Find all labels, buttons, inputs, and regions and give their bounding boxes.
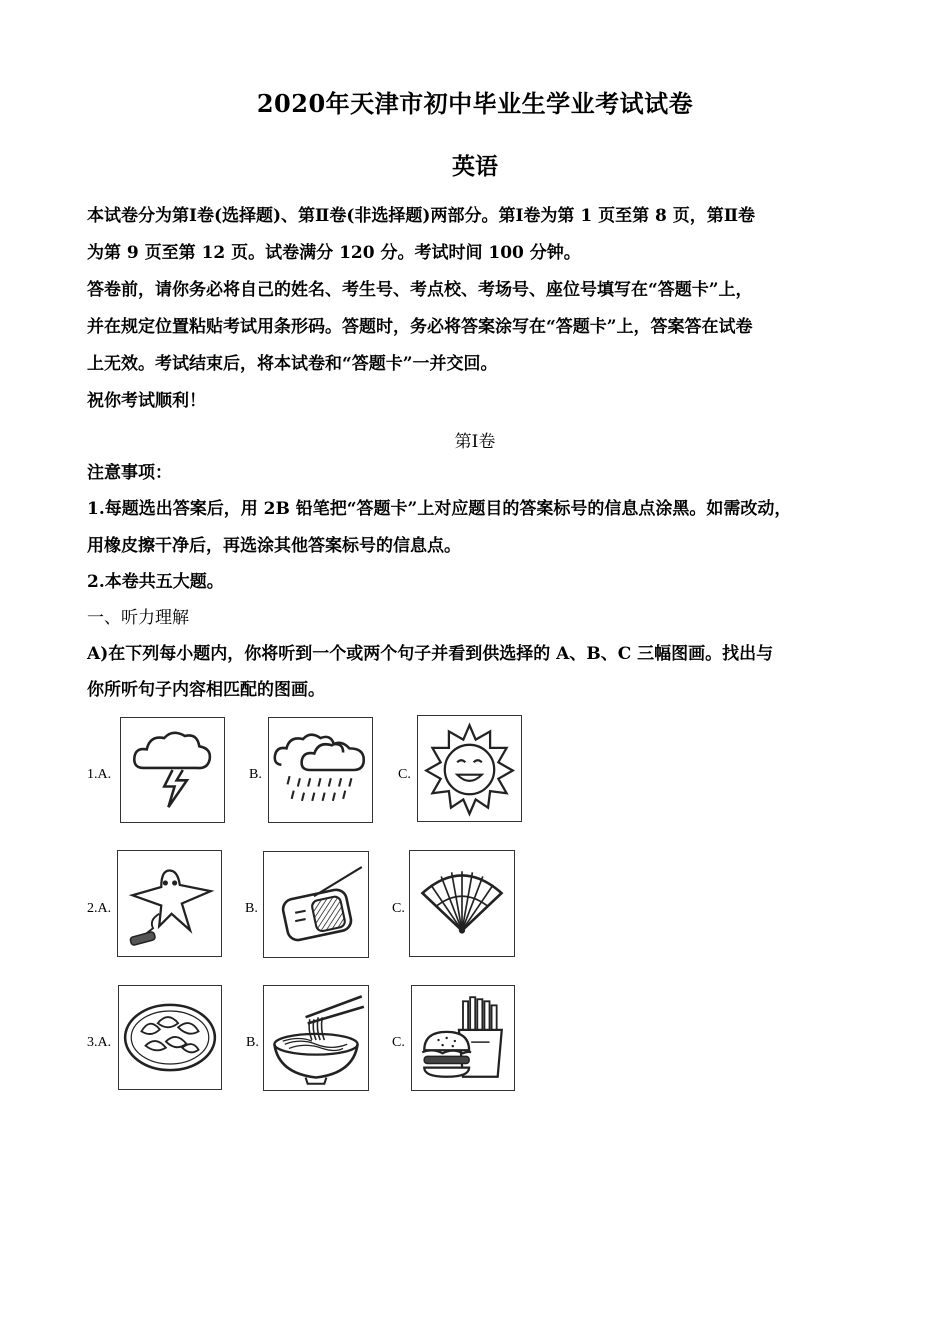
intro-line-3: 答卷前，请你务必将自己的姓名、考生号、考点校、考场号、座位号填写在“答题卡”上，: [87, 280, 753, 300]
kite-icon: [118, 851, 221, 956]
q1-option-b[interactable]: [268, 717, 373, 823]
q1-label-a: 1.A.: [87, 767, 112, 782]
q3-option-c[interactable]: [411, 985, 515, 1091]
q3-label-b: B.: [246, 1035, 259, 1050]
folding-fan-icon: [410, 851, 514, 956]
intro-line-6: 祝你考试顺利！: [87, 391, 206, 411]
intro-line-5: 上无效。考试结束后，将本试卷和“答题卡”一并交回。: [87, 354, 498, 374]
instruction-a: A)在下列每小题内，你将听到一个或两个句子并看到供选择的 A、B、C 三幅图画。找出与: [87, 644, 774, 664]
noodle-bowl-icon: [264, 986, 368, 1090]
q3-option-a[interactable]: [118, 985, 222, 1090]
instruction-b: 你所听句子内容相匹配的图画。: [87, 680, 325, 700]
notice-1a: 1.每题选出答案后，用 2B 铅笔把“答题卡”上对应题目的答案标号的信息点涂黑。如需改动，: [87, 499, 792, 519]
thunderstorm-icon: [121, 718, 224, 822]
q1-label-c: C.: [398, 767, 411, 782]
q3-label-a: 3.A.: [87, 1035, 112, 1050]
section-heading: 第Ⅰ卷: [454, 432, 496, 452]
q2-option-b[interactable]: [263, 851, 369, 958]
q2-option-c[interactable]: [409, 850, 515, 957]
dumplings-icon: [119, 986, 221, 1089]
notice-2: 2.本卷共五大题。: [87, 572, 224, 592]
burger-fries-icon: [412, 986, 514, 1090]
rain-cloud-icon: [269, 718, 372, 822]
notice-title: 注意事项：: [87, 463, 172, 483]
intro-line-1: 本试卷分为第Ⅰ卷(选择题)、第Ⅱ卷(非选择题)两部分。第Ⅰ卷为第 1 页至第 8 页，第Ⅱ卷: [87, 206, 756, 226]
q2-option-a[interactable]: [117, 850, 222, 957]
q1-option-c[interactable]: [417, 715, 522, 822]
radio-icon: [264, 852, 368, 957]
q2-label-a: 2.A.: [87, 901, 112, 916]
part-title: 一、听力理解: [87, 608, 189, 628]
smiling-sun-icon: [418, 716, 521, 821]
subject-title: 英语: [452, 153, 498, 180]
q1-option-a[interactable]: [120, 717, 225, 823]
q3-label-c: C.: [392, 1035, 405, 1050]
intro-line-4: 并在规定位置粘贴考试用条形码。答题时，务必将答案涂写在“答题卡”上，答案答在试卷: [87, 317, 753, 337]
q2-label-c: C.: [392, 901, 405, 916]
q3-option-b[interactable]: [263, 985, 369, 1091]
q1-label-b: B.: [249, 767, 262, 782]
intro-line-2: 为第 9 页至第 12 页。试卷满分 120 分。考试时间 100 分钟。: [87, 243, 581, 263]
page-title: 2020年天津市初中毕业生学业考试试卷: [256, 89, 694, 118]
q2-label-b: B.: [245, 901, 258, 916]
notice-1b: 用橡皮擦干净后，再选涂其他答案标号的信息点。: [87, 536, 461, 556]
